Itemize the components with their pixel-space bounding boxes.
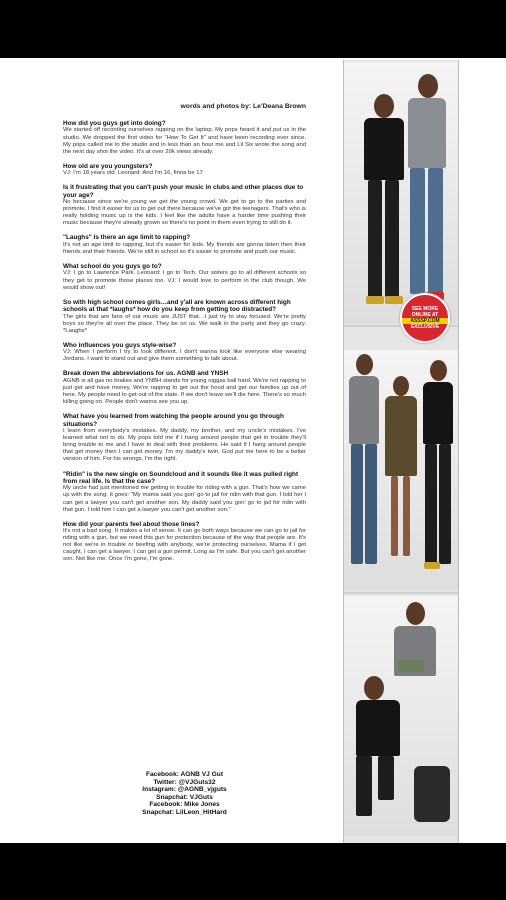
answer: VJ: When I perform I try to look different. I don't wanna look like everyone else wearing Jordans. I want to stand out and give them something to talk about. [63, 349, 306, 363]
qa-block [63, 342, 306, 364]
photo-duo-crouch [344, 596, 458, 836]
answer: I learn from everybody's mistakes. My daddy, my brother, and my uncle's mistakes. I've learned what not to do. My pops told me if I hang around people that get in trouble they'll bring trouble to me and I have to deal with their problems. He said if I hang around people that get money then I can get money. I'm my daddy's twin. God put me here to be a better version of him. For his wrongs, I'm the right. [63, 428, 306, 463]
question: What have you learned from watching the people around you go through situations? [63, 413, 284, 428]
answer: No because since we're young we get the young crowd. We get to go to the parties and promote. I find it easier for us to get out there because we've got the teenagers. That's who is really holding music up is the kids. I feel like the adults have a harder time pushing their music because they're already grown so there's no point in them even trying to still do it. [63, 199, 306, 227]
question: Break down the abbreviations for us. AGNB and YNSH [63, 370, 229, 378]
question: Who influences you guys style-wise? [63, 341, 177, 349]
answer: My uncle had just mentioned me getting in trouble for riding with a gun. That's how we came up with the song. It goes: "My mama said you gon' go to jail for ridin with that gun. I told her I can get a lawyer you can't get another son. My daddy said you gon' go to jail for ridin with that gun. I told him I can get a lawyer you can't get another son." [63, 485, 306, 513]
social-handle: Snapchat: VJGuts [156, 793, 213, 801]
figure-person [420, 360, 456, 580]
qa-block [63, 521, 306, 564]
qa-block [63, 471, 306, 514]
qa-block [63, 263, 306, 292]
bag [414, 766, 450, 822]
question: What school do you guys go to? [63, 263, 162, 271]
question: Is it frustrating that you can't push your music in clubs and other places due to your age? [63, 184, 304, 199]
social-handles [63, 771, 306, 817]
qa-block [63, 234, 306, 256]
question: "Ridin" is the new single on Soundcloud and it sounds like it was pulled right from real life. Is that the case? [63, 470, 299, 485]
answer: It's not an age limit to rapping, but it's easier for kids. My friends are gonna listen then their friends and their friends. We're still in school so it's easier to promote and push our music. [63, 241, 306, 255]
social-handle: Facebook: Mike Jones [149, 801, 220, 809]
photo-credit: words and photos by: Le'Deana Brown [180, 103, 306, 110]
interview-article [63, 120, 306, 571]
social-handle: Snapchat: LilLeon_HitHard [142, 808, 227, 816]
question: "Laughs" Is there an age limit to rapping? [63, 234, 191, 242]
figure-person [352, 676, 422, 826]
figure-person [382, 376, 420, 576]
social-handle: Twitter: @VJGuts32 [153, 778, 216, 786]
answer: It's not a bad song. It makes a lot of sense. It can go both ways because we can go to jail for riding with a gun, but we need this gun for protection because of the way that people are. It's not like we're in trouble or beefing with anybody, we're protecting ourselves. Mama if I get caught, I can get a lawyer. I can get a gun permit. Long as I'm safe. But you can't get another son. Not like me. Once I'm gone, I'm gone. [63, 528, 306, 563]
qa-block [63, 120, 306, 156]
magazine-page [0, 58, 506, 843]
qa-block [63, 370, 306, 406]
answer: VJ: I go to Lawrence Park. Leonard: I go to Tech. Our sisters go to all different schools so they get to promote those places too. VJ: I would love to perform in the club though. We would show out! [63, 270, 306, 291]
photo-column [343, 60, 459, 843]
photo-trio [344, 350, 458, 590]
badge-line: SEE MORE [411, 306, 439, 312]
figure-person [400, 74, 452, 314]
social-handle: Facebook: AGNB VJ Gut [145, 771, 224, 778]
answer: The girls that are fans of our music are JUST that…I just try to stay focused. We're pretty boys so they're all over the place. They be on us. We walk in the party and they go crazy. *Laughs* [63, 313, 306, 334]
social-handle: Instagram: @AGNB_vjguts [142, 786, 227, 794]
answer: VJ: I'm 18 years old. Leonard: And I'm 16, finna be 17 [63, 170, 203, 177]
question: How did your parents feel about those lines? [63, 520, 200, 528]
badge-line: ONLINE AT [411, 312, 439, 318]
badge-line: EXCLUSIVE [410, 324, 440, 330]
question: How old are you youngsters? [63, 162, 153, 170]
answer: AGNB is all gas no brakes and YNBH stands for young niggas ball hard. We're not rapping to just get and have money. We're rapping to get out the hood and get our families up out of here. My people need to get out of the state. If we don't leave we'll die here. There's so much killing going on. People don't wanna see you up. [63, 377, 306, 406]
badge-line: ASSSP.COM [402, 318, 448, 324]
photo-duo [344, 62, 458, 324]
qa-block [63, 163, 306, 178]
question: So with high school comes girls…and y'all are known across different high schools at that *laughs* how do you keep from getting too distracted? [63, 298, 291, 314]
qa-block [63, 413, 306, 463]
qa-block [63, 184, 306, 227]
qa-block [63, 299, 306, 335]
figure-person [346, 354, 382, 584]
answer: We started off recording ourselves rapping on the laptop. My pops heard it and put us in the studio. We dropped the first video for "How To Get It" and have been recording ever since. My pops called me to the studio and in less than an hour me and Lil Six wrote the song and the next day shot the video. It's at over 20k views already. [63, 127, 306, 155]
see-more-online-badge [400, 293, 450, 343]
question: How did you guys get into doing? [63, 120, 166, 127]
